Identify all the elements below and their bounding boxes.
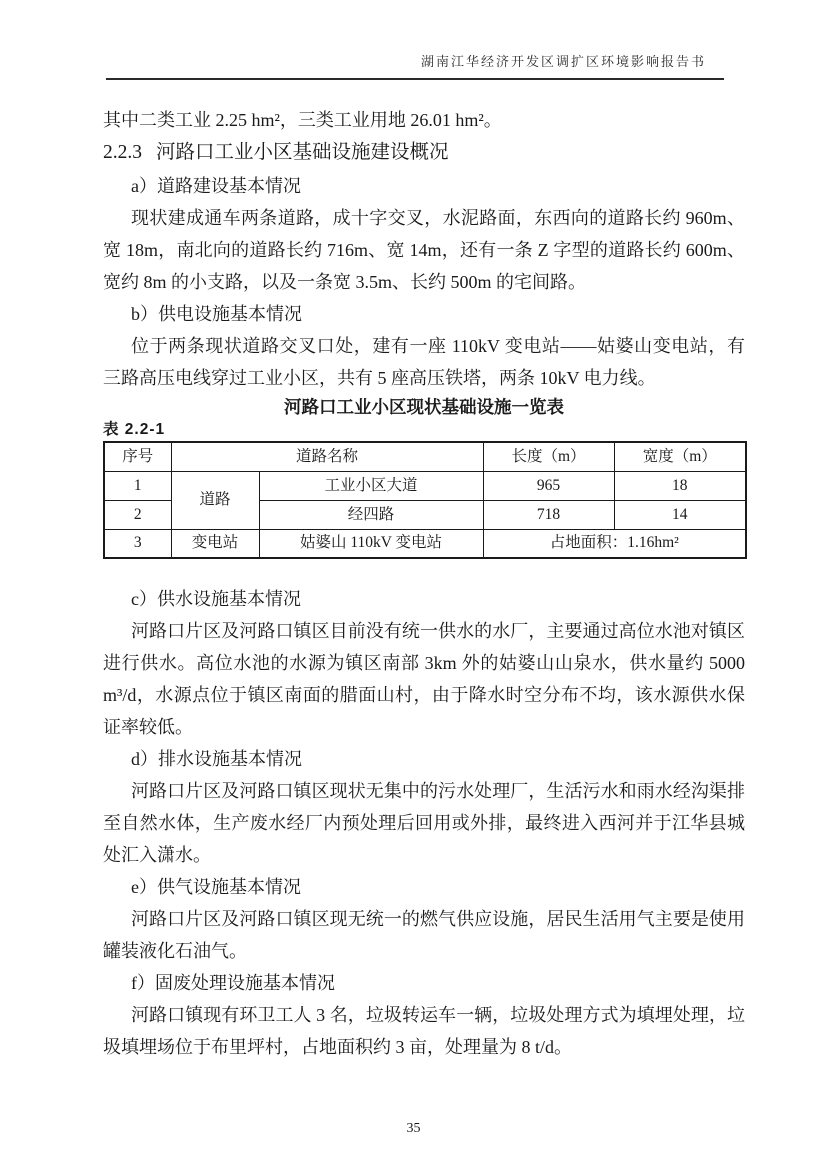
table-label: 表 2.2-1 [103, 421, 166, 438]
cell-row3-name: 姑婆山 110kV 变电站 [259, 529, 483, 558]
cell-row3-area: 占地面积：1.16hm² [483, 529, 746, 558]
table-header-name: 道路名称 [171, 442, 483, 471]
table-header-length: 长度（m） [483, 442, 614, 471]
section-title: 河路口工业小区基础设施建设概况 [156, 142, 449, 163]
table-header-width: 宽度（m） [614, 442, 746, 471]
table-row [104, 529, 746, 558]
cell-row1-no: 1 [104, 471, 171, 500]
subsection-b-paragraph: 位于两条现状道路交叉口处，建有一座 110kV 变电站——姑婆山变电站，有三路高压电线穿过工业小区，共有 5 座高压铁塔，两条 10kV 电力线。 [103, 336, 745, 388]
subsection-f-title: f）固废处理设施基本情况 [131, 973, 335, 993]
cell-row2-width: 14 [614, 500, 746, 529]
subsection-e-title: e）供气设施基本情况 [131, 877, 301, 897]
intro-paragraph: 其中二类工业 2.25 hm²，三类工业用地 26.01 hm²。 [103, 110, 502, 130]
subsection-f-paragraph: 河路口镇现有环卫工人 3 名，垃圾转运车一辆，垃圾处理方式为填埋处理，垃圾填埋场位于布里坪村，占地面积约 3 亩，处理量为 8 t/d。 [103, 1005, 745, 1057]
cell-row3-no: 3 [104, 529, 171, 558]
infrastructure-table [103, 441, 747, 559]
page-body [0, 104, 827, 1063]
cell-row1-width: 18 [614, 471, 746, 500]
table-title: 河路口工业小区现状基础设施一览表 [284, 397, 564, 417]
cell-category-road: 道路 [171, 471, 259, 529]
cell-row2-no: 2 [104, 500, 171, 529]
cell-row2-name: 经四路 [259, 500, 483, 529]
section-heading [103, 136, 745, 170]
subsection-b-title: b）供电设施基本情况 [131, 304, 302, 324]
subsection-d-title: d）排水设施基本情况 [131, 749, 302, 769]
section-number: 2.2.3 [103, 142, 142, 163]
subsection-d-paragraph: 河路口片区及河路口镇区现状无集中的污水处理厂，生活污水和雨水经沟渠排至自然水体，生产废水经厂内预处理后回用或外排，最终进入西河并于江华县城处汇入潇水。 [103, 781, 745, 865]
running-header-title: 湖南江华经济开发区调扩区环境影响报告书 [420, 54, 706, 69]
table-header-no: 序号 [104, 442, 171, 471]
cell-row1-length: 965 [483, 471, 614, 500]
page-footer [0, 1121, 827, 1137]
page-header [0, 0, 827, 80]
header-rule [106, 54, 724, 80]
subsection-a-paragraph: 现状建成通车两条道路，成十字交叉，水泥路面，东西向的道路长约 960m、宽 18m，南北向的道路长约 716m、宽 14m，还有一条 Z 字型的道路长约 600m、宽约 8m 的小支路，以及一条宽 3.5m、长约 500m 的宅间路。 [103, 208, 745, 292]
cell-row2-length: 718 [483, 500, 614, 529]
table-header-row [104, 442, 746, 471]
cell-category-substation: 变电站 [171, 529, 259, 558]
page-number: 35 [406, 1121, 421, 1136]
subsection-c-title: c）供水设施基本情况 [131, 589, 301, 609]
subsection-a-title: a）道路建设基本情况 [131, 176, 301, 196]
table-row [104, 471, 746, 500]
subsection-c-paragraph: 河路口片区及河路口镇区目前没有统一供水的水厂，主要通过高位水池对镇区进行供水。高位水池的水源为镇区南部 3km 外的姑婆山山泉水，供水量约 5000 m³/d，水源点位于镇区南面的腊面山村，由于降水时空分布不均，该水源供水保证率较低。 [103, 621, 745, 737]
cell-row1-name: 工业小区大道 [259, 471, 483, 500]
subsection-e-paragraph: 河路口片区及河路口镇区现无统一的燃气供应设施，居民生活用气主要是使用罐装液化石油气。 [103, 909, 745, 961]
